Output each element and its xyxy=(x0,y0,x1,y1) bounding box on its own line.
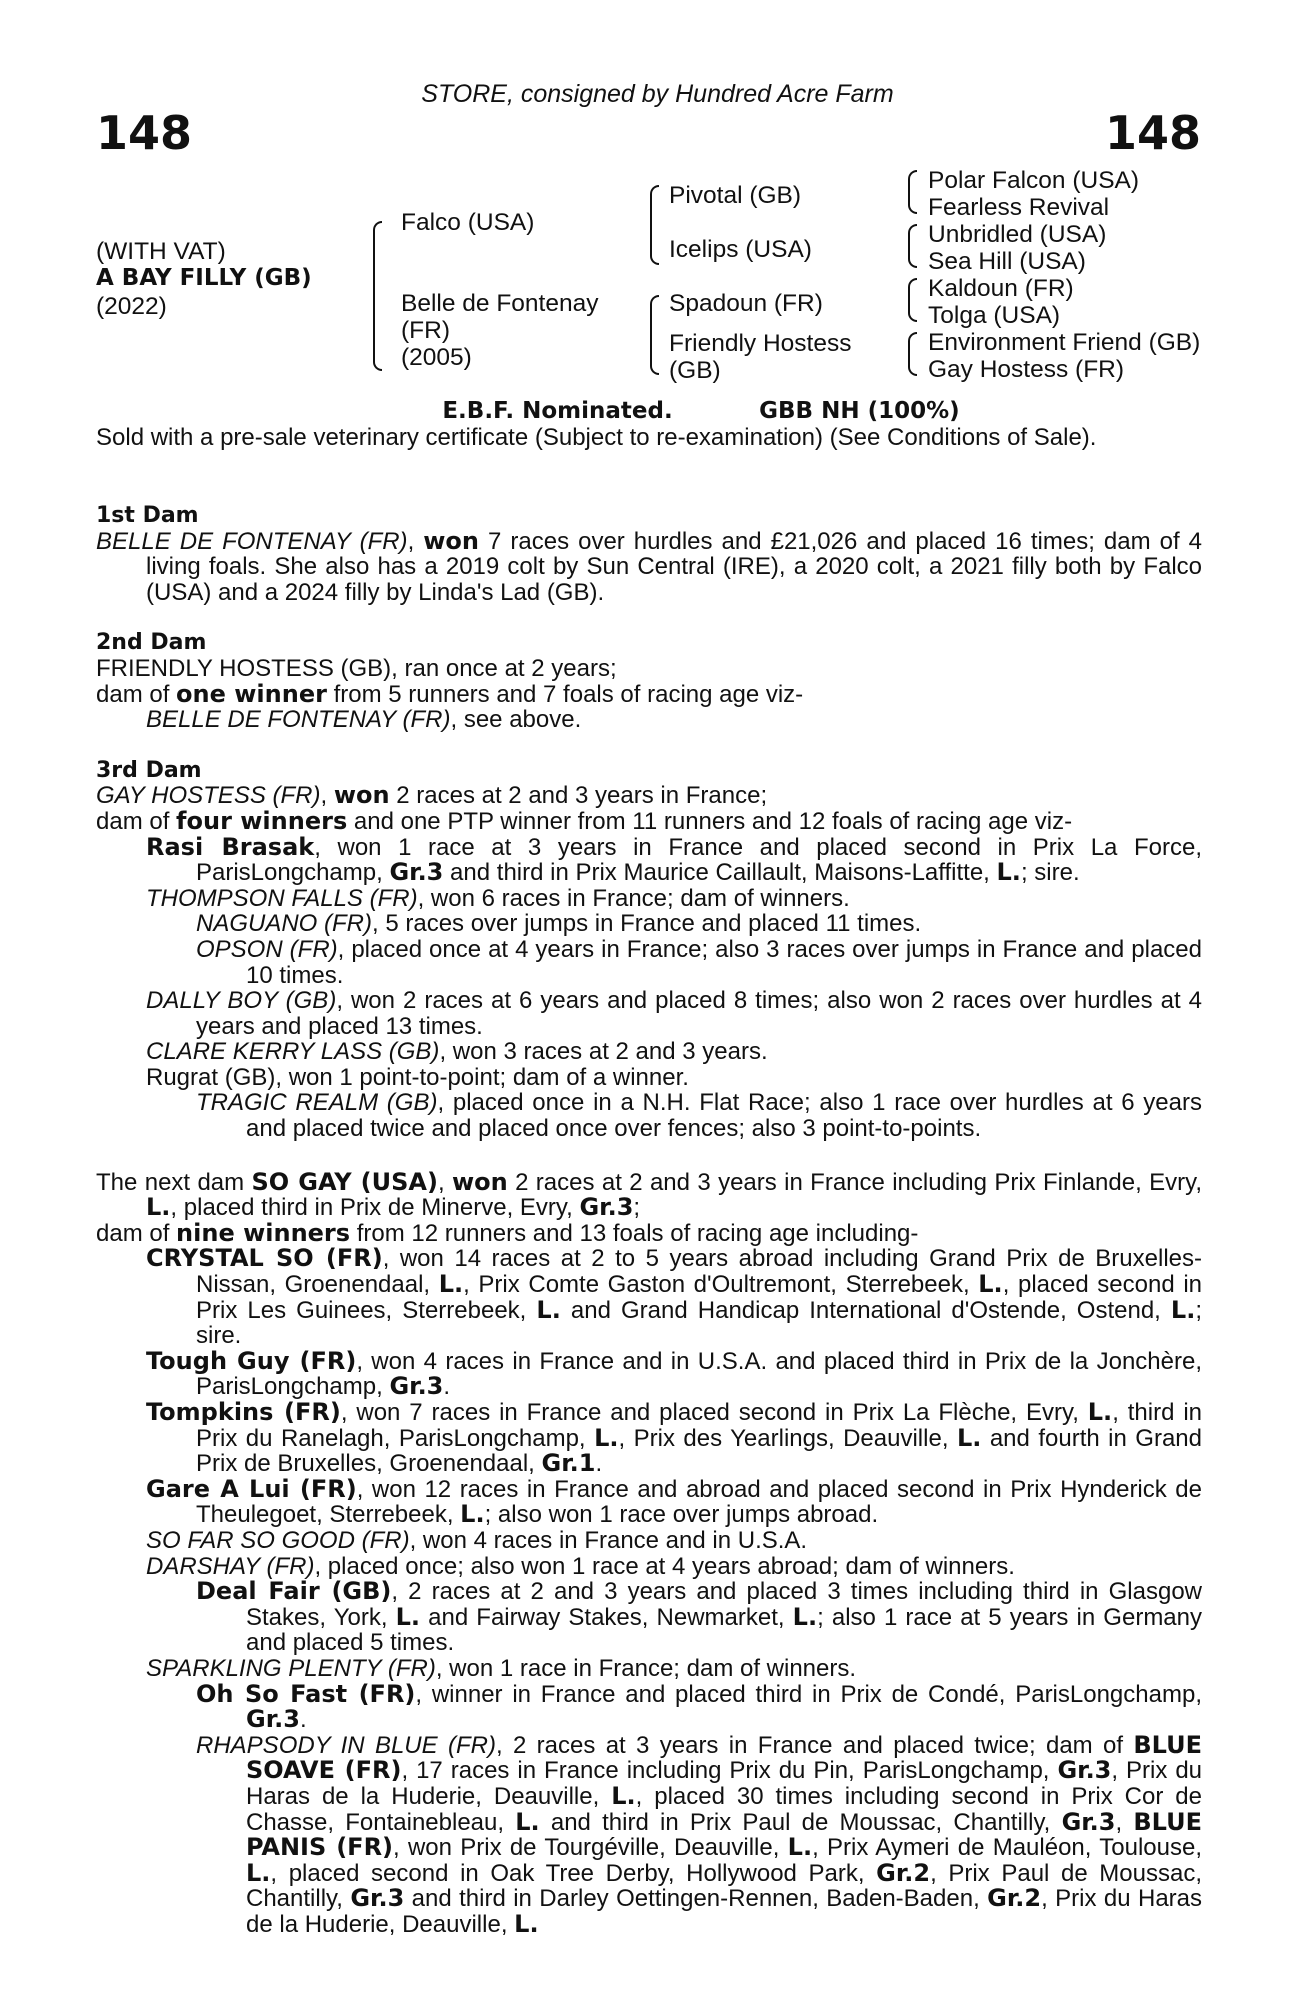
produce-entry xyxy=(96,1090,1202,1141)
next-dam-entry xyxy=(96,1167,1202,1222)
text-run: ; also 1 race at 5 years in Germany and placed 5 times. xyxy=(246,1603,1203,1657)
produce-entry xyxy=(96,1474,1203,1529)
text-run: ; sire. xyxy=(196,1296,1203,1350)
text-run: , 5 races over jumps in France and placed 11 times. xyxy=(372,910,922,938)
italic-text: TRAGIC REALM (GB) xyxy=(196,1089,438,1117)
text-run: , Prix des Yearlings, Deauville, xyxy=(618,1424,957,1452)
text-run: , 2 races at 2 and 3 years and placed 3 times including third in Glasgow Stakes, York, xyxy=(246,1578,1203,1631)
text-run: , Prix Comte Gaston d'Oultremont, Sterrebeek, xyxy=(463,1271,979,1299)
text-run: . xyxy=(595,1450,603,1478)
italic-text: DARSHAY (FR) xyxy=(146,1552,315,1580)
bold-text: L. xyxy=(594,1423,619,1452)
text-run: . xyxy=(299,1706,307,1734)
bold-text: Gr.2 xyxy=(876,1858,931,1887)
text-run: , won 14 races at 2 to 5 years abroad including Grand Prix de Bruxelles-Nissan, Groenendaal, xyxy=(196,1245,1202,1299)
produce-entry xyxy=(96,1656,1202,1682)
sire-brace xyxy=(650,185,659,265)
produce-entry xyxy=(96,1039,1202,1065)
text-run: , won 2 races at 6 years and placed 8 times; also won 2 races over hurdles at 4 years and placed 13 times. xyxy=(196,987,1202,1040)
text-run: and Grand Handicap International d'Ostende, Ostend, xyxy=(560,1296,1171,1324)
produce-entry xyxy=(96,1579,1202,1656)
text-run: , placed second in Oak Tree Derby, Hollywood Park, xyxy=(270,1859,877,1887)
produce-entry xyxy=(96,1528,1202,1554)
bold-text: Tompkins (FR) xyxy=(146,1398,341,1426)
ggp-5: Kaldoun (FR) xyxy=(928,275,1074,302)
first-dam-entry xyxy=(96,526,1203,606)
text-run: and Fairway Stakes, Newmarket, xyxy=(420,1603,793,1631)
second-dam-foal xyxy=(96,707,1202,733)
bold-text: Gr.3 xyxy=(389,1372,444,1401)
bold-text: L. xyxy=(246,1858,271,1887)
bold-text: Gr.3 xyxy=(389,858,444,887)
text-run: , xyxy=(437,1168,452,1196)
text-run: The next dam xyxy=(96,1168,252,1196)
bold-text: Rasi Brasak xyxy=(146,832,315,861)
text-run: 7 races over hurdles and £21,026 and placed 16 times; dam of 4 living foals. She also has a 2019 colt by Sun Central (IRE), a 2020 colt, a 2021 filly both by Falco (USA) and a 2024 filly by Linda's Lad (GB). xyxy=(146,527,1203,606)
text-run: , see above. xyxy=(450,706,582,734)
produce-entry xyxy=(96,1065,1202,1091)
text-run: , Prix Aymeri de Mauléon, Toulouse, xyxy=(812,1834,1203,1862)
bold-text: L. xyxy=(611,1781,636,1810)
text-run: dam of xyxy=(96,680,177,708)
subject-vat: (WITH VAT) xyxy=(96,238,226,265)
bold-text: won xyxy=(451,1167,508,1196)
bold-text: BLUE PANIS (FR) xyxy=(246,1807,1202,1862)
bold-text: won xyxy=(423,526,479,555)
next-dam-section xyxy=(96,1167,1203,1938)
text-run: , won 4 races in France and in U.S.A. and placed third in Prix de la Jonchère, ParisLongchamp, xyxy=(196,1347,1203,1401)
sire-dam-name: Icelips (USA) xyxy=(669,236,812,263)
ggp-7: Environment Friend (GB) xyxy=(928,329,1201,356)
bold-text: L. xyxy=(996,858,1021,887)
bold-text: BLUE SOAVE (FR) xyxy=(246,1730,1202,1785)
ebf-nominated: E.B.F. Nominated. xyxy=(442,398,673,424)
bold-text: SO GAY (USA) xyxy=(251,1167,438,1196)
bold-text: L. xyxy=(514,1909,539,1938)
bold-text: L. xyxy=(460,1500,485,1529)
text-run: , Prix Paul de Moussac, Chantilly, xyxy=(246,1859,1203,1913)
ggp-1: Polar Falcon (USA) xyxy=(928,167,1140,194)
consignment-line: STORE, consigned by Hundred Acre Farm xyxy=(421,80,894,108)
text-run: and fourth in Grand Prix de Bruxelles, Groenendaal, xyxy=(196,1424,1203,1478)
sire-name: Falco (USA) xyxy=(401,209,535,236)
bold-text: Gare A Lui (FR) xyxy=(146,1474,357,1503)
text-run: , won 7 races in France and placed second in Prix La Flèche, Evry, xyxy=(340,1399,1088,1426)
bold-text: L. xyxy=(515,1807,540,1836)
text-run: and third in Prix Paul de Moussac, Chantilly, xyxy=(539,1808,1062,1836)
italic-text: CLARE KERRY LASS (GB) xyxy=(146,1038,440,1066)
bold-text: L. xyxy=(978,1270,1003,1299)
text-run: 2 races at 2 and 3 years in France; xyxy=(389,782,768,810)
text-run: ; xyxy=(633,1194,641,1222)
third-dam-heading: 3rd Dam xyxy=(96,757,202,783)
sire-sire-name: Pivotal (GB) xyxy=(669,182,802,209)
italic-text: OPSON (FR) xyxy=(196,935,338,963)
bold-text: Gr.3 xyxy=(579,1193,634,1222)
text-run: ; sire. xyxy=(1020,859,1080,887)
produce-entry xyxy=(96,988,1202,1039)
produce-entry xyxy=(96,1346,1203,1401)
ggp-brace-1 xyxy=(908,170,917,214)
text-run: Rugrat (GB), won 1 point-to-point; dam of a winner. xyxy=(146,1063,689,1091)
bold-text: Gr.3 xyxy=(1057,1756,1112,1785)
text-run: dam of xyxy=(96,1219,177,1247)
text-run: from 5 runners and 7 foals of racing age viz- xyxy=(326,680,804,708)
gbb-status: GBB NH (100%) xyxy=(759,398,960,424)
text-run: . xyxy=(443,1373,451,1401)
text-run: and third in Darley Oettingen-Rennen, Baden-Baden, xyxy=(404,1885,988,1913)
catalogue-body xyxy=(96,478,1202,1937)
italic-text: NAGUANO (FR) xyxy=(196,910,372,938)
produce-entry xyxy=(96,911,1202,937)
third-dam-produce xyxy=(96,806,1202,835)
bold-text: Deal Fair (GB) xyxy=(196,1577,392,1606)
second-dam-heading: 2nd Dam xyxy=(96,630,207,656)
text-run: and third in Prix Maurice Caillault, Maisons-Laffitte, xyxy=(443,859,997,887)
text-run: , winner in France and placed third in Prix de Condé, ParisLongchamp, xyxy=(415,1680,1202,1708)
text-run: , placed 30 times including second in Prix Cor de Chasse, Fontainebleau, xyxy=(246,1782,1202,1836)
bold-text: won xyxy=(333,781,390,810)
dam-name: Belle de Fontenay xyxy=(401,290,599,317)
ggp-brace-3 xyxy=(908,278,917,322)
text-run: , placed once; also won 1 race at 4 years abroad; dam of winners. xyxy=(314,1552,1015,1580)
certificate-note: Sold with a pre-sale veterinary certificate (Subject to re-examination) (See Conditions of Sale). xyxy=(96,424,1097,451)
bold-text: one winner xyxy=(176,679,327,708)
ggp-6: Tolga (USA) xyxy=(928,302,1061,329)
text-run: , 2 races at 3 years in France and placed twice; dam of xyxy=(495,1731,1134,1759)
subject-name: A BAY FILLY (GB) xyxy=(96,265,312,291)
bold-text: L. xyxy=(438,1270,464,1299)
text-run: , placed second in Prix Les Guinees, Sterrebeek, xyxy=(196,1271,1202,1324)
subject-year: (2022) xyxy=(96,293,167,320)
ggp-8: Gay Hostess (FR) xyxy=(928,356,1125,383)
dam-country: (FR) xyxy=(401,317,450,344)
text-run: , won 1 race at 3 years in France and placed second in Prix La Force, ParisLongchamp, xyxy=(196,833,1202,887)
produce-entry xyxy=(96,937,1202,988)
text-run: , placed once in a N.H. Flat Race; also 1 race over hurdles at 6 years and placed twice and placed once over fences; also 3 point-to-points. xyxy=(246,1089,1202,1143)
bold-text: Gr.1 xyxy=(541,1449,596,1478)
italic-text: GAY HOSTESS (FR) xyxy=(96,782,321,810)
dam-dam-name: Friendly Hostess xyxy=(669,330,852,357)
ggp-2: Fearless Revival xyxy=(928,194,1110,221)
produce-entry xyxy=(96,832,1202,887)
bold-text: Tough Guy (FR) xyxy=(146,1346,357,1375)
first-dam-heading: 1st Dam xyxy=(96,503,199,528)
bold-text: Gr.3 xyxy=(246,1705,300,1734)
produce-entry xyxy=(96,1679,1202,1734)
next-dam-produce xyxy=(96,1218,1202,1247)
bold-text: Gr.2 xyxy=(987,1884,1042,1913)
second-dam-entry xyxy=(96,656,1202,682)
bold-text: L. xyxy=(1087,1398,1113,1426)
lot-number-right: 148 xyxy=(1104,106,1201,160)
dam-brace xyxy=(650,295,659,375)
text-run: FRIENDLY HOSTESS (GB), ran once at 2 years; xyxy=(96,654,617,682)
bold-text: four winners xyxy=(176,806,348,835)
text-run: , xyxy=(407,527,424,555)
bold-text: Gr.3 xyxy=(1061,1807,1116,1836)
dam-sire-name: Spadoun (FR) xyxy=(669,290,823,317)
produce-entry xyxy=(96,1246,1202,1348)
text-run: dam of xyxy=(96,807,177,835)
italic-text: RHAPSODY IN BLUE (FR) xyxy=(196,1731,496,1759)
text-run: , placed third in Prix de Minerve, Evry, xyxy=(170,1194,580,1222)
ggp-3: Unbridled (USA) xyxy=(928,221,1107,248)
italic-text: THOMPSON FALLS (FR) xyxy=(146,884,418,912)
text-run: , placed once at 4 years in France; also 3 races over jumps in France and placed 10 times. xyxy=(246,935,1203,989)
dam-dam-country: (GB) xyxy=(669,357,721,384)
lot-number-left: 148 xyxy=(96,106,193,160)
text-run: , Prix du Haras de la Huderie, Deauville, xyxy=(246,1757,1203,1810)
italic-text: SO FAR SO GOOD (FR) xyxy=(146,1526,410,1554)
produce-entry xyxy=(96,1554,1202,1580)
subject-brace xyxy=(373,221,382,371)
bold-text: nine winners xyxy=(176,1218,351,1247)
nomination-line xyxy=(96,397,1216,424)
ggp-brace-2 xyxy=(908,224,917,268)
text-run: , won 1 race in France; dam of winners. xyxy=(435,1654,857,1682)
text-run: , won 6 races in France; dam of winners. xyxy=(417,884,850,912)
italic-text: SPARKLING PLENTY (FR) xyxy=(146,1654,436,1682)
text-run: , Prix du Haras de la Huderie, Deauville, xyxy=(246,1885,1203,1938)
bold-text: L. xyxy=(536,1295,561,1324)
bold-text: Oh So Fast (FR) xyxy=(196,1679,416,1708)
produce-entry xyxy=(96,1730,1203,1938)
text-run: , third in Prix du Ranelagh, ParisLongchamp, xyxy=(196,1399,1202,1452)
third-dam-section xyxy=(96,758,1202,1142)
text-run: , xyxy=(320,782,334,810)
bold-text: L. xyxy=(146,1193,171,1222)
bold-text: L. xyxy=(395,1602,421,1631)
text-run: from 12 runners and 13 foals of racing age including- xyxy=(350,1219,919,1247)
dam-year: (2005) xyxy=(401,344,472,371)
sale-notes xyxy=(96,397,1216,452)
bold-text: Gr.3 xyxy=(350,1884,405,1913)
second-dam-produce xyxy=(96,679,1202,708)
third-dam-entry xyxy=(96,783,1202,809)
text-run: , won 12 races in France and abroad and placed second in Prix Hynderick de Theulegoet, Sterrebeek, xyxy=(196,1475,1203,1529)
first-dam-section xyxy=(96,503,1202,605)
text-run: 2 races at 2 and 3 years in France including Prix Finlande, Evry, xyxy=(507,1168,1202,1196)
bold-text: CRYSTAL SO (FR) xyxy=(146,1244,383,1273)
text-run: ; also won 1 race over jumps abroad. xyxy=(484,1501,879,1529)
text-run: , won 4 races in France and in U.S.A. xyxy=(409,1526,808,1554)
text-run: , xyxy=(1115,1808,1134,1836)
produce-entry xyxy=(96,886,1202,912)
italic-text: BELLE DE FONTENAY (FR) xyxy=(96,527,408,555)
bold-text: L. xyxy=(956,1423,982,1452)
text-run: , won 3 races at 2 and 3 years. xyxy=(439,1038,768,1066)
ggp-4: Sea Hill (USA) xyxy=(928,248,1086,275)
bold-text: L. xyxy=(792,1602,818,1631)
produce-entry xyxy=(96,1400,1202,1477)
italic-text: BELLE DE FONTENAY (FR) xyxy=(146,706,451,734)
bold-text: L. xyxy=(787,1833,813,1862)
text-run: , 17 races in France including Prix du Pin, ParisLongchamp, xyxy=(401,1757,1058,1785)
ggp-brace-4 xyxy=(908,332,917,376)
text-run: , won Prix de Tourgéville, Deauville, xyxy=(393,1834,788,1862)
italic-text: DALLY BOY (GB) xyxy=(146,987,337,1015)
bold-text: L. xyxy=(1170,1295,1196,1324)
text-run: and one PTP winner from 11 runners and 12 foals of racing age viz- xyxy=(347,807,1073,835)
second-dam-section xyxy=(96,630,1202,732)
